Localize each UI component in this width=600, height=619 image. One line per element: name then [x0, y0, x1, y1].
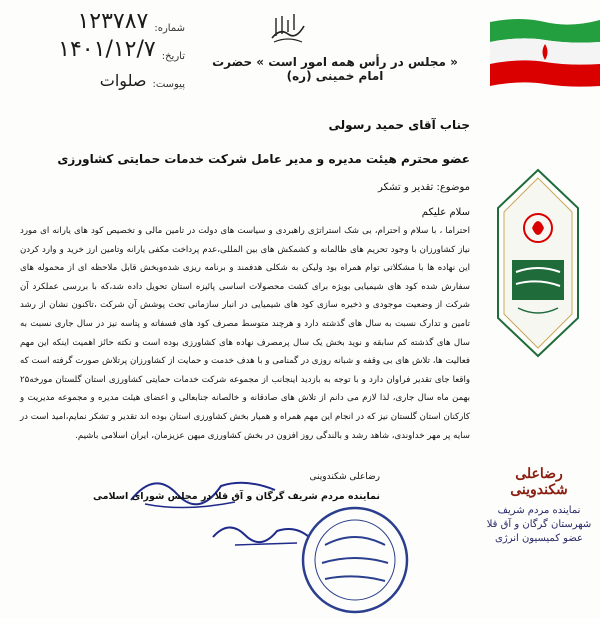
recipient-name: جناب آقای حمید رسولی	[328, 118, 470, 132]
letter-subject: موضوع: تقدیر و تشکر	[377, 182, 470, 193]
signature-icon	[205, 515, 315, 551]
recipient-title: عضو محترم هیئت مدیره و مدیر عامل شرکت خدمات حمایتی کشاورزی	[57, 152, 470, 166]
date-row	[10, 34, 185, 62]
header-motto: « مجلس در رأس همه امور است » حضرت امام خمینی (ره)	[212, 55, 458, 83]
sidebar-role	[484, 504, 594, 546]
letter-body	[20, 118, 470, 445]
number-value: ۱۲۳۷۸۷	[77, 9, 149, 34]
sidebar-role-line: نماینده مردم شریف	[497, 505, 581, 516]
date-value: ۱۴۰۱/۱۲/۷	[58, 37, 156, 62]
letter-meta	[10, 6, 185, 90]
signer-name: رضاعلی شکندوینی	[309, 472, 380, 482]
attachment-label: پیوست:	[152, 79, 185, 90]
number-row	[10, 6, 185, 34]
official-stamp-icon	[300, 505, 410, 615]
letter-greeting: سلام علیکم	[421, 207, 470, 218]
attachment-row	[10, 62, 185, 90]
sidebar-name-block	[484, 466, 594, 546]
parliament-emblem-icon	[496, 168, 580, 358]
sidebar-role-line: شهرستان گرگان و آق قلا	[486, 519, 592, 530]
sidebar-name: رضاعلی شکندوینی	[510, 466, 568, 498]
sidebar	[478, 96, 600, 619]
sidebar-role-line: عضو کمیسیون انرژی	[495, 533, 583, 544]
bismillah-logo-icon	[268, 10, 308, 46]
letter-paragraph: احتراما ، با سلام و احترام، بی شک استراتژی راهبردی و سیاست های دولت در تامین مالی و تخصیص کود های یارانه ای مورد نیاز کشاورزان با وجود تحریم های ظالمانه و کشمکش های بین المللی،عدم پرداخت مکفی یارانه وتامین ارز خرید و وارد کردن این نهاده ها با مشکلاتی توام همراه بود ولیکن به شکلی هدفمند و برنامه ریزی شده‌وبخش قابل ملاحظه ای از محموله های سفارش شده کود های شیمیایی بویژه برای کشت محصولات اساسی پائیزه استان تحویل داده شد،که با بررسی عملکرد آن شرکت از وضعیت موجودی و ذخیره سازی کود های شیمیایی در انبار سازمانی تحت پوشش آن شرکت ،تاکنون نشان از رشد تامین و تدارک نسبت به سال های گذشته دارد و هرچند متوسط مصرف کود های فسفاته و پتاسه نیز در سال جاری نسبت به سال های گذشته کم سابقه و نوید بخش یک سال پرمصرف نهاده های کشاورزی بوده است و نکته حائز اهمیت اینکه این مهم فعالیت ها، تلاش های بی وقفه و شبانه روزی در گمنامی و با هدف خدمت و حمایت از کشاورزان پرتلاش صورت گرفته است که واقعا جای تقدیر فراوان دارد و با توجه به بازدید اینجانب از مجموعه شرکت خدمات حمایتی کشاورزی استان گلستان مورخه۲۵ بهمن ماه سال جاری، لذا لازم می دانم از تلاش های صادقانه و خالصانه جنابعالی و اعضای هیئت مدیره و مجموعه مدیریت و کارکنان استان گلستان نیز که در انجام این مهم همراه و همیار بخش کشاورزی استان بوده اند تقدیر و تشکر نمایم،امید است در سایه پر مهر خداوندی، شاهد رشد و بالندگی روز افزون در بخش کشاورزی میهن عزیزمان، ایران اسلامی باشیم.	[20, 226, 470, 441]
attachment-value: صلوات	[99, 71, 147, 90]
signer-title: نماینده مردم شریف گرگان و آق قلا در مجلس شورای اسلامی	[92, 491, 380, 502]
date-label: تاریخ:	[161, 51, 185, 62]
iran-flag-icon	[490, 14, 600, 94]
number-label: شماره:	[154, 23, 185, 34]
